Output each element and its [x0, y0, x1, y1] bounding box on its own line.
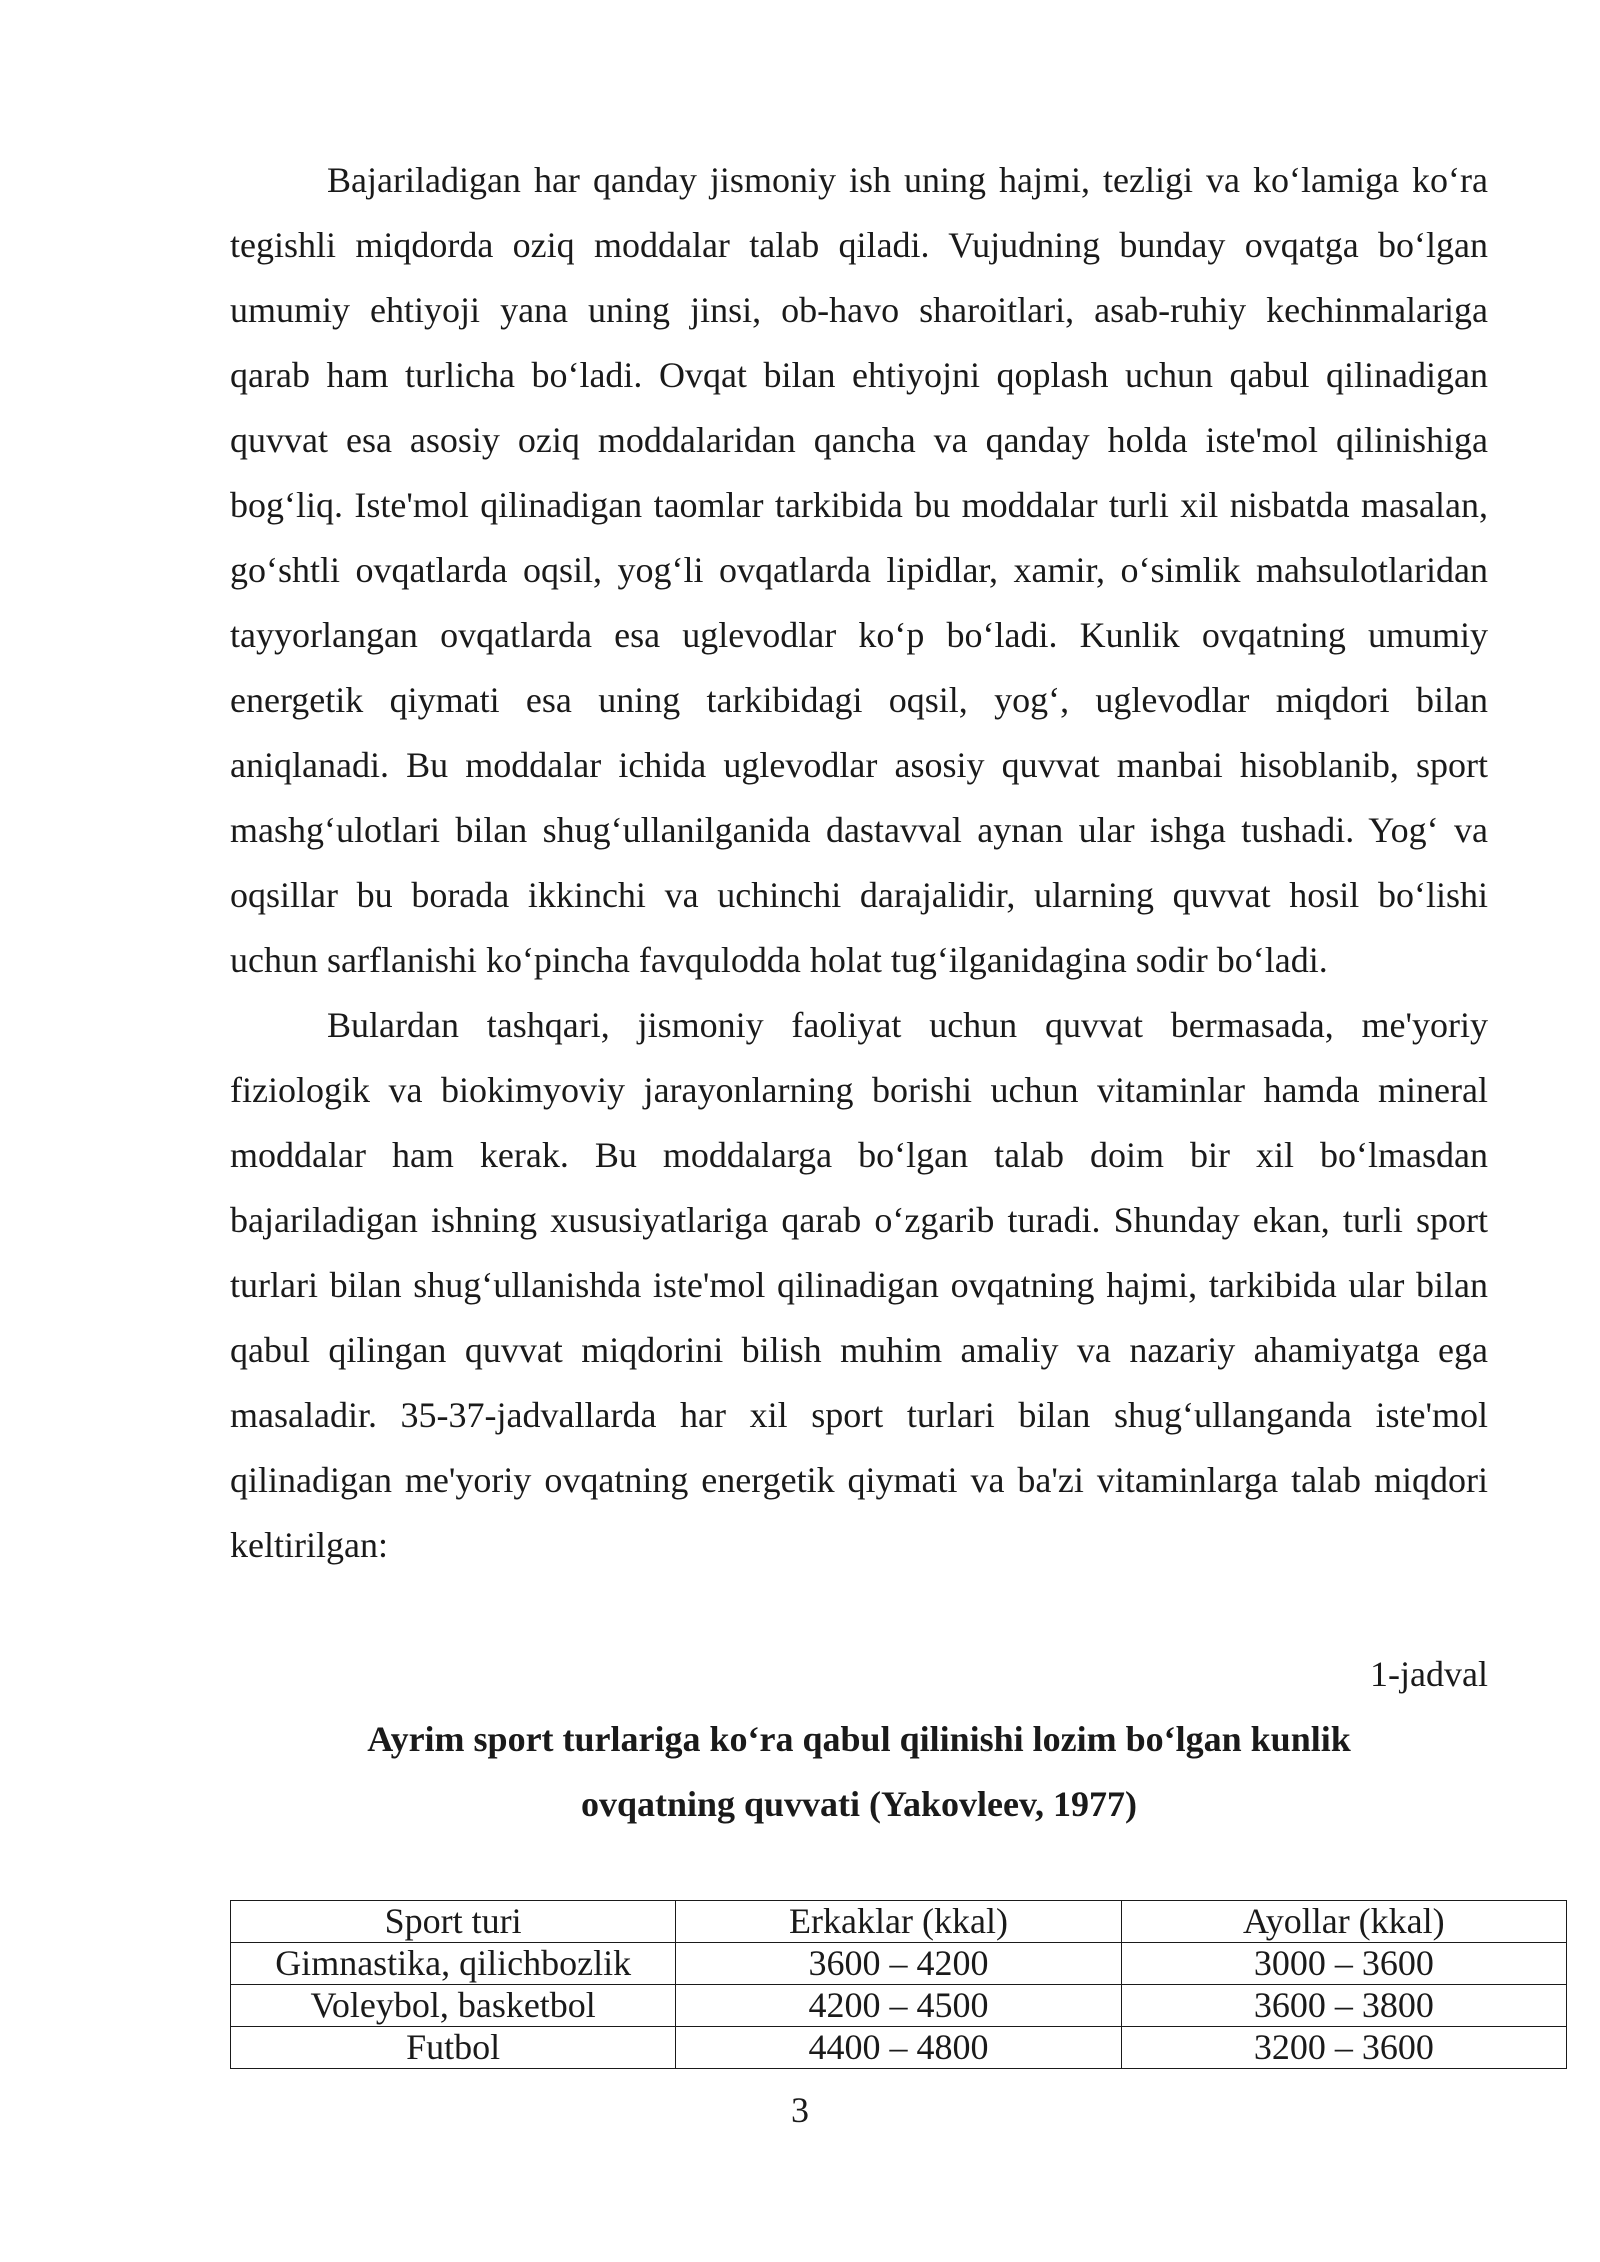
cell-women: 3000 – 3600: [1121, 1943, 1566, 1985]
cell-sport: Futbol: [231, 2027, 676, 2069]
cell-sport: Voleybol, basketbol: [231, 1985, 676, 2027]
table-row: [231, 2027, 1567, 2069]
header-men: Erkaklar (kkal): [676, 1901, 1121, 1943]
paragraph-2: Bulardan tashqari, jismoniy faoliyat uchun quvvat bermasada, me'yoriy fiziologik va biokimyoviy jarayonlarning borishi uchun vitaminlar hamda mineral moddalar ham kerak. Bu moddalarga boʻlgan talab doim bir xil boʻlmasdan bajariladigan ishning xususiyatlariga qarab oʻzgarib turadi. Shunday ekan, turli sport turlari bilan shugʻullanishda iste'mol qilinadigan ovqatning hajmi, tarkibida ular bilan qabul qilingan quvvat miqdorini bilish muhim amaliy va nazariy ahamiyatga ega masaladir. 35-37-jadvallarda har xil sport turlari bilan shugʻullanganda iste'mol qilinadigan me'yoriy ovqatning energetik qiymati va ba'zi vitaminlarga talab miqdori keltirilgan:: [230, 1005, 1488, 1565]
cell-women: 3200 – 3600: [1121, 2027, 1566, 2069]
table-title-line-2: ovqatning quvvati (Yakovleev, 1977): [580, 1784, 1138, 1824]
cell-men: 3600 – 4200: [676, 1943, 1121, 1985]
cell-sport: Gimnastika, qilichbozlik: [231, 1943, 676, 1985]
table-label: 1-jadval: [1370, 1654, 1488, 1694]
table-row: [231, 1985, 1567, 2027]
header-sport-type: Sport turi: [231, 1901, 676, 1943]
cell-men: 4200 – 4500: [676, 1985, 1121, 2027]
cell-men: 4400 – 4800: [676, 2027, 1121, 2069]
table-title-line-1: Ayrim sport turlariga koʻra qabul qilinishi lozim boʻlgan kunlik: [367, 1719, 1351, 1759]
paragraph-1: Bajariladigan har qanday jismoniy ish uning hajmi, tezligi va koʻlamiga koʻra tegishli miqdorda oziq moddalar talab qiladi. Vujudning bunday ovqatga boʻlgan umumiy ehtiyoji yana uning jinsi, ob-havo sharoitlari, asab-ruhiy kechinmalariga qarab ham turlicha boʻladi. Ovqat bilan ehtiyojni qoplash uchun qabul qilinadigan quvvat esa asosiy oziq moddalaridan qancha va qanday holda iste'mol qilinishiga bogʻliq. Iste'mol qilinadigan taomlar tarkibida bu moddalar turli xil nisbatda masalan, goʻshtli ovqatlarda oqsil, yogʻli ovqatlarda lipidlar, xamir, oʻsimlik mahsulotlaridan tayyorlangan ovqatlarda esa uglevodlar koʻp boʻladi. Kunlik ovqatning umumiy energetik qiymati esa uning tarkibidagi oqsil, yogʻ, uglevodlar miqdori bilan aniqlanadi. Bu moddalar ichida uglevodlar asosiy quvvat manbai hisoblanib, sport mashgʻulotlari bilan shugʻullanilganida dastavval aynan ular ishga tushadi. Yogʻ va oqsillar bu borada ikkinchi va uchinchi darajalidir, ularning quvvat hosil boʻlishi uchun sarflanishi koʻpincha favqulodda holat tugʻilganidagina sodir boʻladi.: [230, 160, 1488, 980]
table-header-row: [231, 1901, 1567, 1943]
cell-women: 3600 – 3800: [1121, 1985, 1566, 2027]
body-text: [230, 148, 1488, 1578]
page-number: 3: [791, 2090, 809, 2130]
table-row: [231, 1943, 1567, 1985]
energy-table: [230, 1900, 1567, 2069]
table-title: [330, 1707, 1388, 1837]
header-women: Ayollar (kkal): [1121, 1901, 1566, 1943]
